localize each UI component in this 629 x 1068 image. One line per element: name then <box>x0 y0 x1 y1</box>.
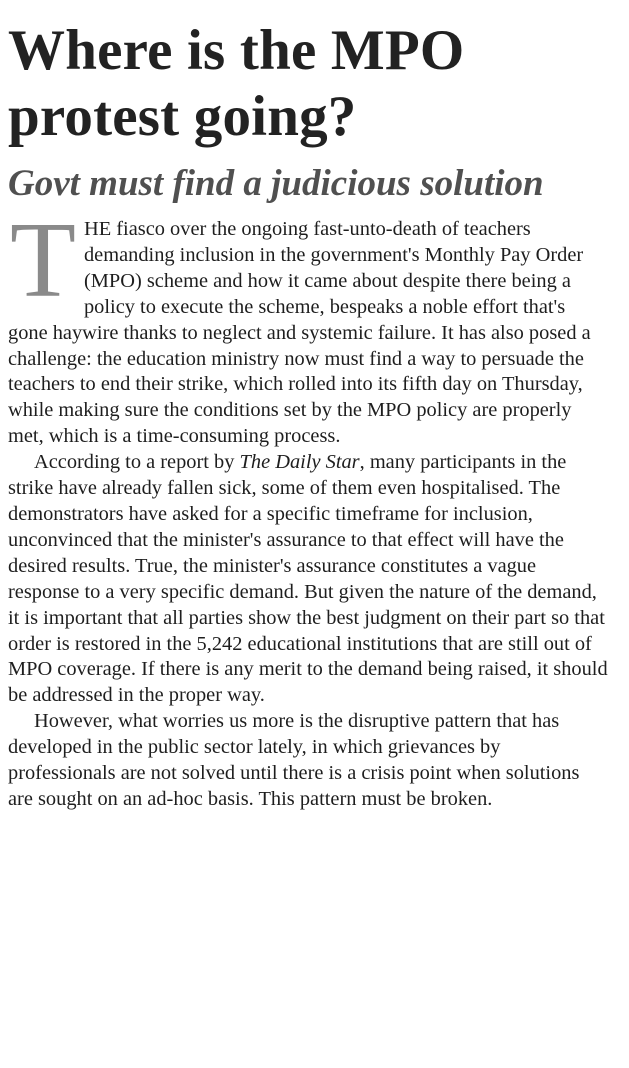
headline: Where is the MPO protest going? <box>8 19 465 148</box>
paragraph-2-text-end: , many participants in the strike have already fallen sick, some of them even hospitalised. The demonstrators have asked for a specific timeframe for inclusion, unconvinced that the minister's assurance to that effect will have the desired results. True, the minister's assurance constitutes a vague response to a very specific demand. But given the nature of the demand, it is important that all parties show the best judgment on their part so that order is restored in the 5,242 educational institutions that are still out of MPO coverage. If there is any merit to the demand being raised, it should be addressed in the proper way. <box>8 451 608 707</box>
article-body <box>8 201 608 813</box>
paragraph-2-text-start: According to a report by <box>34 451 240 474</box>
drop-cap: T <box>10 201 76 320</box>
paragraph-1-text: fiasco over the ongoing fast-unto-death of teachers demanding inclusion in the government's Monthly Pay Order (MPO) scheme and how it came about despite there being a policy to execute the scheme, bespeaks a noble effort that's gone haywire thanks to neglect and systemic failure. It has also posed a challenge: the education ministry now must find a way to persuade the teachers to end their strike, which rolled into its fifth day on Thursday, while making sure the conditions set by the MPO policy are properly met, which is a time-consuming process. <box>8 218 591 448</box>
lead-in: HE <box>83 218 112 240</box>
paragraph-3 <box>8 709 608 813</box>
publication-name: The Daily Star <box>239 451 360 474</box>
paragraph-3-text: However, what worries us more is the disruptive pattern that has developed in the public sector lately, in which grievances by professionals are not solved until there is a crisis point when solutions are sought on an ad-hoc basis. This pattern must be broken. <box>8 710 580 810</box>
paragraph-1 <box>8 201 608 450</box>
paragraph-2 <box>8 450 608 709</box>
editorial-article <box>8 18 608 813</box>
subheadline: Govt must find a judicious solution <box>8 163 544 204</box>
